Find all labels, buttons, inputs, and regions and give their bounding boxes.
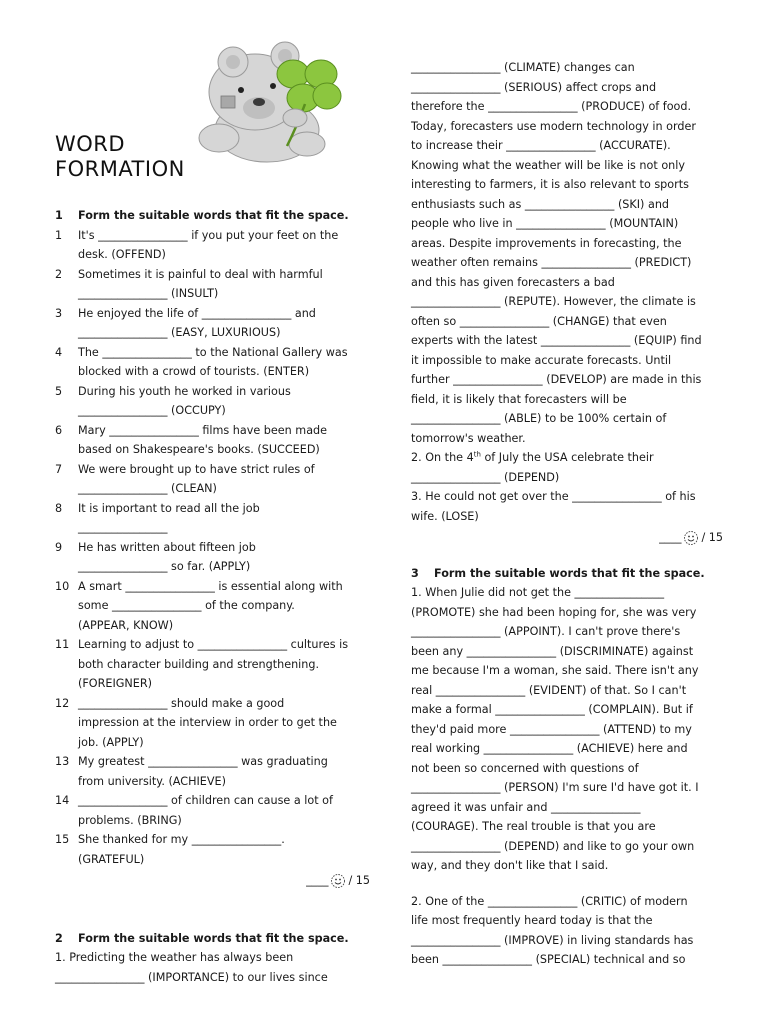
exercise-2-number: 2	[55, 931, 63, 945]
exercise-1-item: 5 During his youth he worked in various ________________ (OCCUPY)	[55, 384, 291, 417]
exercise-1-item: 12 ________________ should make a good impression at the interview in order to get the job. (APPLY)	[55, 696, 337, 749]
exercise-1-item: 7 We were brought up to have strict rules of ________________ (CLEAN)	[55, 462, 315, 495]
exercise-3-paragraph-1: 1. When Julie did not get the ________________ (PROMOTE) she had been hoping for, she was very ________________ (APPOINT). I can't prove there's been any ________________ (DISCRIMINATE) against me because I'm a woman, she said. There isn't any real ________________ (EVIDENT) of that. So I can't make a formal ________________ (COMPLAIN). But if they'd paid more ________________ (ATTEND) to my real working ________________ (ACHIEVE) here and not been so concerned with questions of ________________ (PERSON) I'm sure I'd have got it. I agreed it was unfair and ________________ (COURAGE). The real trouble is that you are ________________ (DEPEND) and like to go your own way, and they don't like that I said.	[411, 586, 699, 872]
exercise-1-item: 10 A smart ________________ is essential along with some ________________ of the company. (APPEAR, KNOW)	[55, 579, 343, 632]
score-total: / 15	[348, 874, 370, 887]
exercise-3-instruction: Form the suitable words that fit the space.	[434, 566, 705, 580]
exercise-2-paragraph-1-continued: ________________ (CLIMATE) changes can ________________ (SERIOUS) affect crops and therefore the ________________ (PRODUCE) of food. Today, forecasters use modern technology in order to increase their ________________ (ACCURATE). Knowing what the weather will be like is not only interesting to farmers, it is also relevant to sports enthusiasts such as ________________ (SKI) and people who live in ________________ (MOUNTAIN) areas. Despite improvements in forecasting, the weather often remains ________________ (PREDICT) and this has given forecasters a bad ________________ (REPUTE). However, the climate is often so ________________ (CHANGE) that even experts with the latest ________________ (EQUIP) find it impossible to make accurate forecasts. Until further ________________ (DEVELOP) are made in this field, it is likely that forecasters will be ________________ (ABLE) to be 100% certain of tomorrow's weather.	[411, 61, 702, 445]
title-line-2: FORMATION	[55, 157, 185, 181]
exercise-1-item: 2 Sometimes it is painful to deal with harmful ________________ (INSULT)	[55, 267, 323, 300]
exercise-1-number: 1	[55, 209, 63, 222]
exercise-1-item: 15 She thanked for my ________________. (GRATEFUL)	[55, 833, 285, 866]
exercise-1-score	[55, 871, 370, 891]
exercise-1-item: 11 Learning to adjust to ________________ cultures is both character building and strengthening. (FOREIGNER)	[55, 638, 349, 690]
title-line-1: WORD	[55, 132, 126, 156]
smiley-face-icon	[330, 873, 346, 889]
exercise-3-paragraph-2: 2. One of the ________________ (CRITIC) of modern life most frequently heard today is that the ________________ (IMPROVE) in living standards has been ________________ (SPECIAL) technical and so	[411, 894, 694, 966]
exercise-2-paragraph-1-start: 1. Predicting the weather has always been ________________ (IMPORTANCE) to our lives since	[55, 951, 328, 984]
exercise-1-list	[55, 226, 370, 870]
smiley-face-icon	[683, 530, 699, 546]
left-column	[55, 206, 370, 987]
exercise-2-paragraph-3: 3. He could not get over the ________________ of his wife. (LOSE)	[411, 490, 696, 523]
exercise-1-item: 4 The ________________ to the National Gallery was blocked with a crowd of tourists. (ENTER)	[55, 345, 348, 378]
score-total: / 15	[701, 531, 723, 544]
exercise-2-instruction: Form the suitable words that fit the space.	[78, 931, 349, 945]
exercise-1-item: 13 My greatest ________________ was graduating from university. (ACHIEVE)	[55, 755, 328, 788]
exercise-2-score	[411, 528, 723, 548]
exercise-1-item: 6 Mary ________________ films have been made based on Shakespeare's books. (SUCCEED)	[55, 423, 328, 456]
exercise-1-heading	[55, 206, 370, 226]
exercise-1-item: 1 It's ________________ if you put your feet on the desk. (OFFEND)	[55, 228, 339, 261]
score-blank: ____	[659, 531, 682, 544]
teddy-bear-clover-illustration	[175, 34, 350, 164]
page-title	[55, 132, 185, 182]
exercise-1-item: 3 He enjoyed the life of ________________ and ________________ (EASY, LUXURIOUS)	[55, 306, 316, 339]
exercise-3-heading	[411, 564, 723, 584]
exercise-1-item: 14 ________________ of children can cause a lot of problems. (BRING)	[55, 794, 333, 827]
exercise-1-item: 9 He has written about fifteen job ________________ so far. (APPLY)	[55, 540, 256, 573]
exercise-1-item: 8 It is important to read all the job ________________	[55, 501, 260, 534]
exercise-1-instruction: Form the suitable words that fit the space.	[78, 209, 349, 222]
exercise-2-heading	[55, 929, 370, 949]
exercise-3-number: 3	[411, 566, 419, 580]
exercise-2-paragraph-2: 2. On the 4th of July the USA celebrate their ________________ (DEPEND)	[411, 450, 654, 484]
right-column	[411, 58, 723, 970]
score-blank: ____	[306, 874, 329, 887]
